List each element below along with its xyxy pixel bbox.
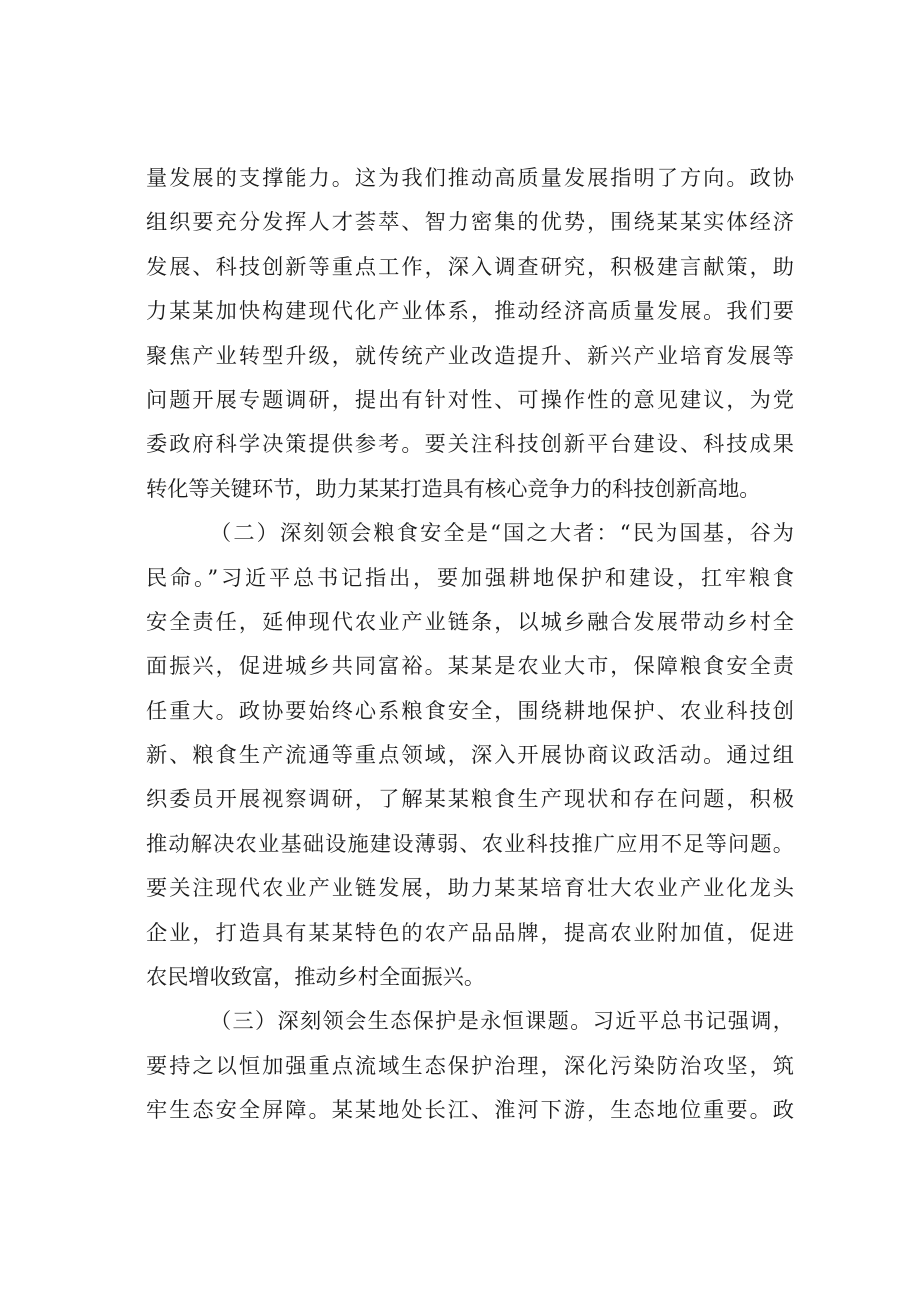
text-line: 推动解决农业基础设施建设薄弱、农业科技推广应用不足等问题。	[146, 830, 794, 856]
text-line: 要持之以恒加强重点流域生态保护治理，深化污染防治攻坚，筑	[146, 1052, 794, 1078]
text-line: 力某某加快构建现代化产业体系，推动经济高质量发展。我们要	[146, 298, 794, 324]
text-line: 转化等关键环节，助力某某打造具有核心竞争力的科技创新高地。	[146, 475, 761, 501]
text-line: 安全责任，延伸现代农业产业链条，以城乡融合发展带动乡村全	[146, 608, 794, 634]
text-line: 企业，打造具有某某特色的农产品品牌，提高农业附加值，促进	[146, 919, 794, 945]
text-line: 委政府科学决策提供参考。要关注科技创新平台建设、科技成果	[146, 431, 794, 457]
text-line: 织委员开展视察调研，了解某某粮食生产现状和存在问题，积极	[146, 786, 794, 812]
text-line: 民命。”习近平总书记指出，要加强耕地保护和建设，扛牢粮食	[146, 564, 794, 590]
text-line: 发展、科技创新等重点工作，深入调查研究，积极建言献策，助	[146, 253, 794, 279]
body-text	[146, 156, 794, 1133]
section-heading-line: （二）深刻领会粮食安全是“国之大者：“民为国基，谷为	[210, 520, 794, 546]
text-line: 面振兴，促进城乡共同富裕。某某是农业大市，保障粮食安全责	[146, 653, 794, 679]
section-heading-line: （三）深刻领会生态保护是永恒课题。习近平总书记强调，	[210, 1008, 794, 1034]
text-line: 量发展的支撑能力。这为我们推动高质量发展指明了方向。政协	[146, 165, 794, 190]
text-line: 农民增收致富，推动乡村全面振兴。	[146, 964, 486, 990]
text-line: 组织要充分发挥人才荟萃、智力密集的优势，围绕某某实体经济	[146, 209, 794, 235]
text-line: 聚焦产业转型升级，就传统产业改造提升、新兴产业培育发展等	[146, 342, 794, 368]
text-line: 新、粮食生产流通等重点领域，深入开展协商议政活动。通过组	[146, 742, 794, 768]
text-line: 要关注现代农业产业链发展，助力某某培育壮大农业产业化龙头	[146, 875, 794, 901]
text-line: 任重大。政协要始终心系粮食安全，围绕耕地保护、农业科技创	[146, 697, 794, 723]
text-line: 问题开展专题调研，提出有针对性、可操作性的意见建议，为党	[146, 386, 794, 412]
text-line: 牢生态安全屏障。某某地处长江、淮河下游，生态地位重要。政	[146, 1097, 794, 1123]
